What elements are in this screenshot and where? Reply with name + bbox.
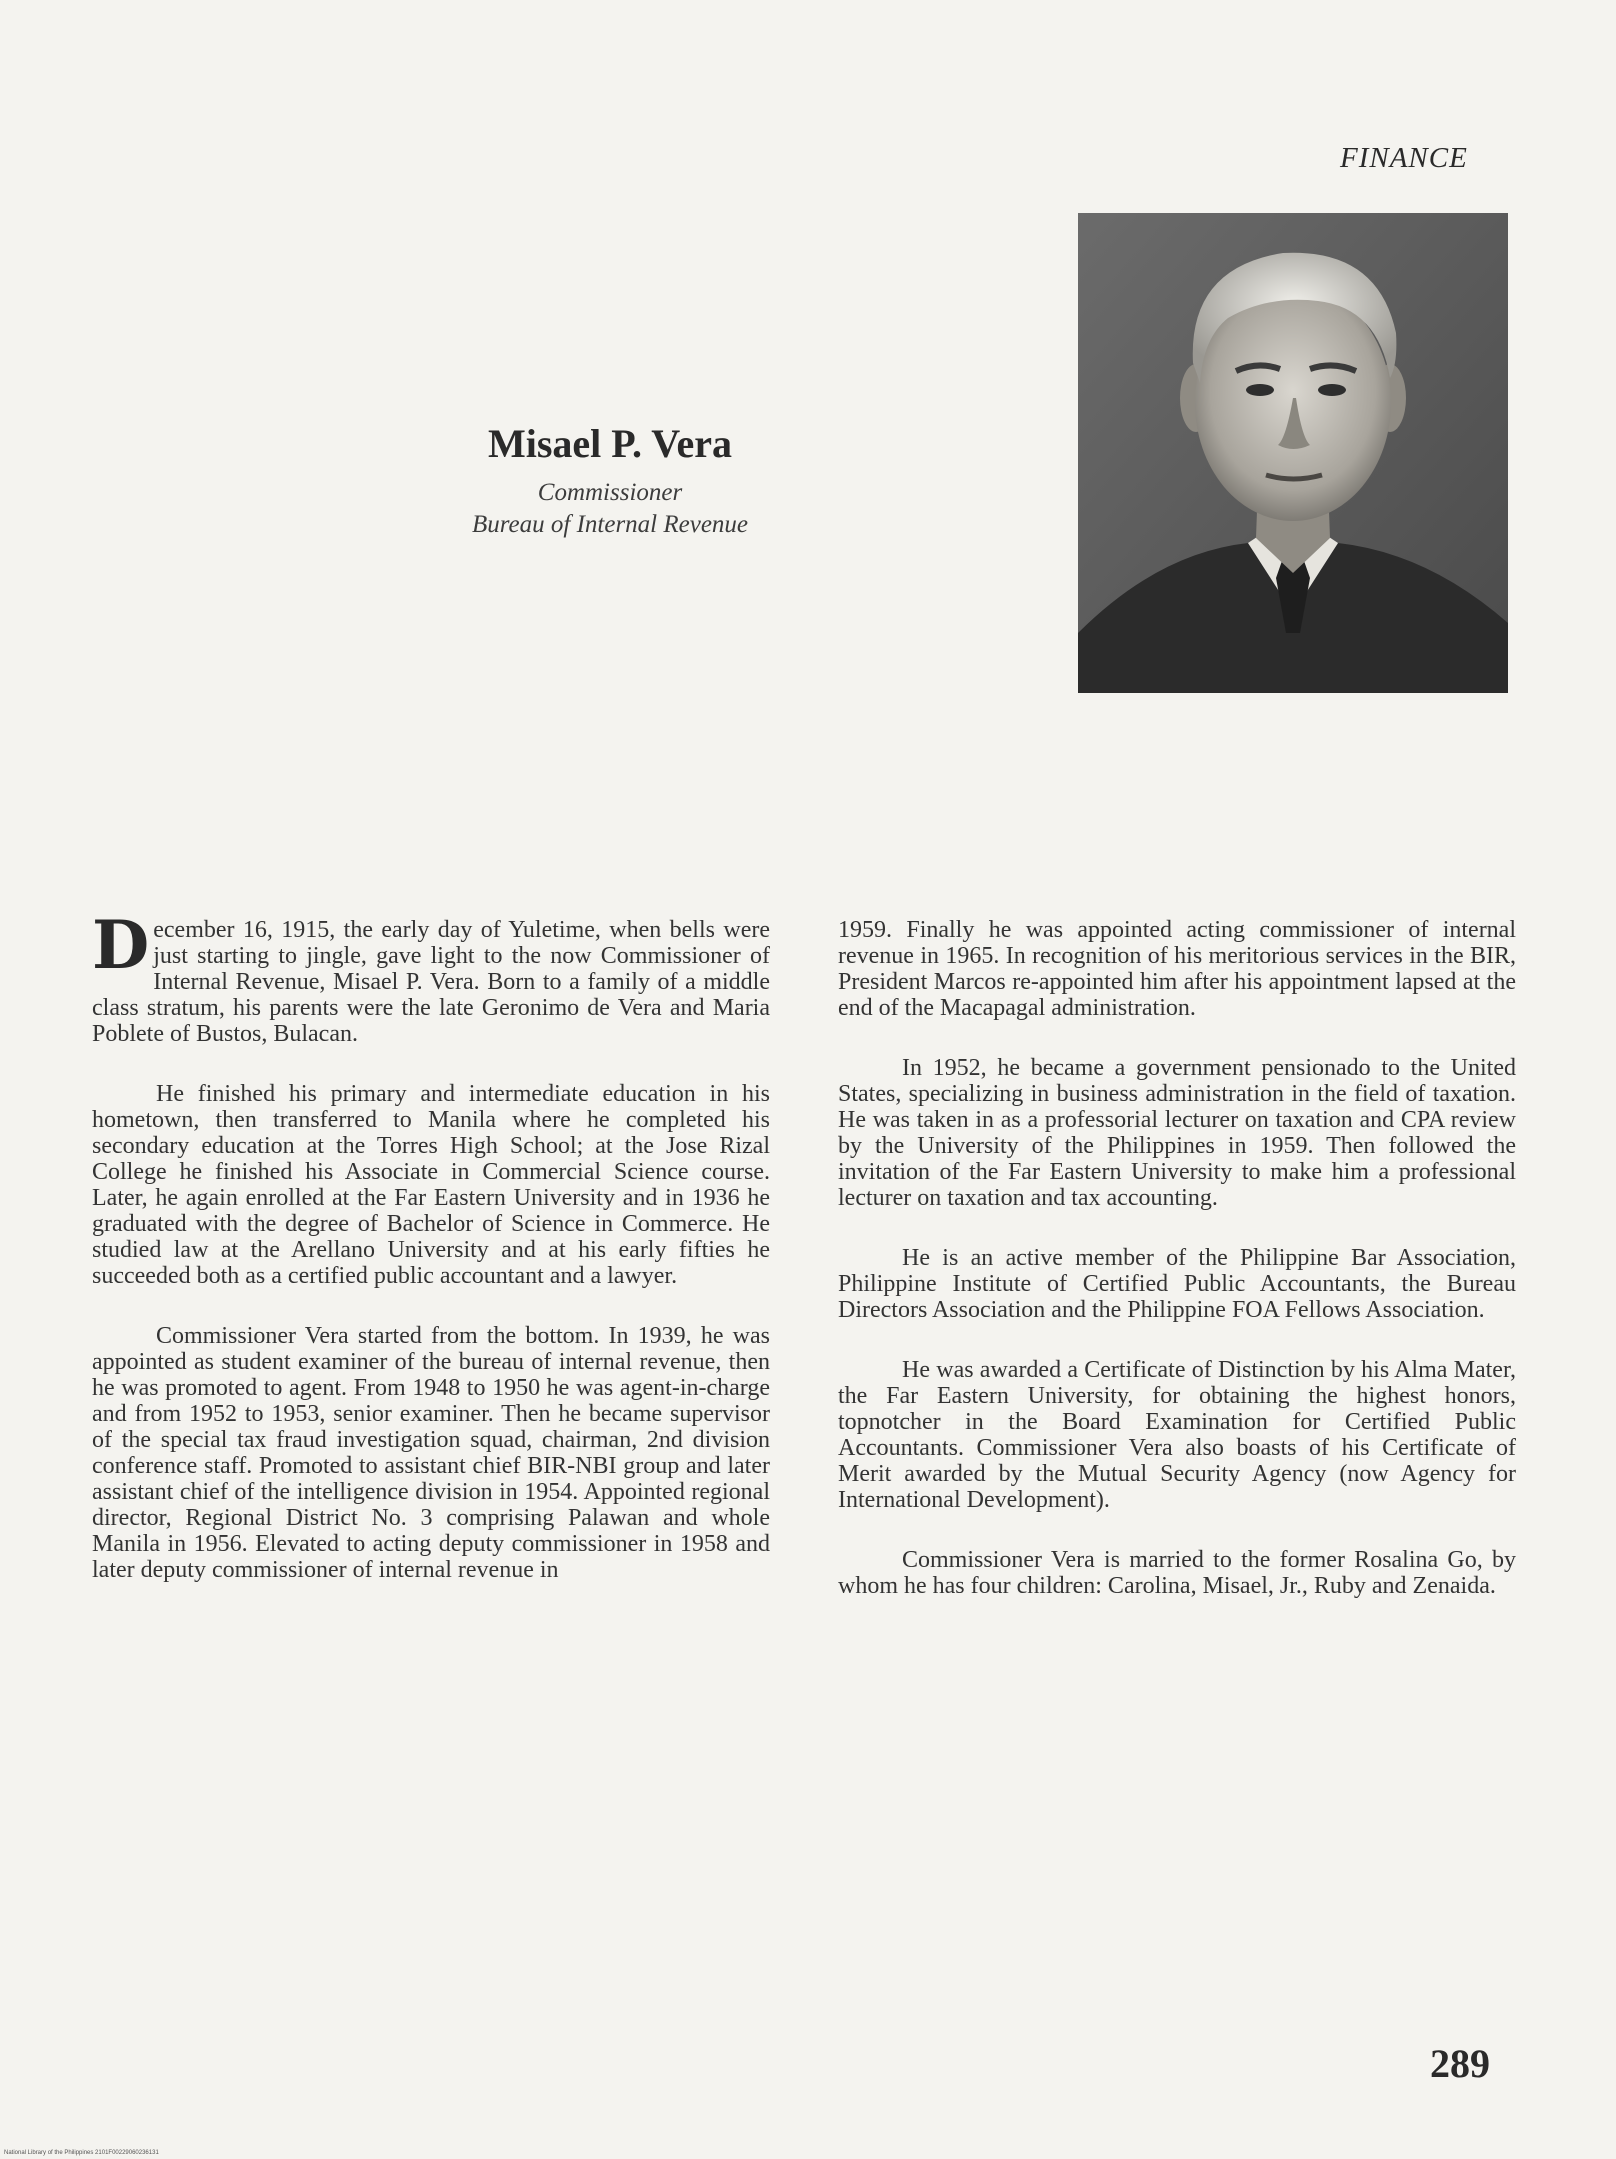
article-paragraph: He was awarded a Certificate of Distinction by his Alma Mater, the Far Eastern University, for obtaining the highest honors, topnotcher in the Board Examination for Certified Public Accountants. Commissioner Vera also boasts of his Certificate of Merit awarded by the Mutual Security Agency (now Agency for International Development). bbox=[838, 1357, 1516, 1513]
article-paragraph: Commissioner Vera started from the bottom. In 1939, he was appointed as student examiner of the bureau of internal revenue, then he was promoted to agent. From 1948 to 1950 he was agent-in-charge and from 1952 to 1953, senior examiner. Then he became supervisor of the special tax fraud investigation squad, chairman, 2nd division conference staff. Promoted to assistant chief BIR-NBI group and later assistant chief of the intelligence division in 1954. Appointed regional director, Regional District No. 3 comprising Palawan and whole Manila in 1956. Elevated to acting deputy commissioner in 1958 and later deputy commissioner of internal revenue in bbox=[92, 1323, 770, 1583]
paragraph-text: ecember 16, 1915, the early day of Yuletime, when bells were just starting to jingle, gave light to the now Commissioner of Internal Revenue, Misael P. Vera. Born to a family of a middle class stratum, his parents were the late Geronimo de Vera and Maria Poblete of Bustos, Bulacan. bbox=[92, 917, 770, 1047]
article-right-column bbox=[838, 917, 1516, 1633]
article-paragraph bbox=[92, 906, 770, 1047]
profile-name: Misael P. Vera bbox=[487, 421, 733, 466]
page-number: 289 bbox=[1430, 2041, 1490, 2086]
article-paragraph: He is an active member of the Philippine Bar Association, Philippine Institute of Certified Public Accountants, the Bureau Directors Association and the Philippine FOA Fellows Association. bbox=[838, 1245, 1516, 1323]
article-paragraph: He finished his primary and intermediate education in his hometown, then transferred to Manila where he completed his secondary education at the Torres High School; at the Jose Rizal College he finished his Associate in Commercial Science course. Later, he again enrolled at the Far Eastern University and in 1936 he graduated with the degree of Bachelor of Science in Commerce. He studied law at the Arellano University and at his early fifties he succeeded both as a certified public accountant and a lawyer. bbox=[92, 1081, 770, 1289]
profile-header bbox=[400, 420, 820, 541]
portrait-photo bbox=[1078, 213, 1508, 693]
article-left-column bbox=[92, 906, 770, 1617]
article-paragraph: Commissioner Vera is married to the former Rosalina Go, by whom he has four children: Carolina, Misael, Jr., Ruby and Zenaida. bbox=[838, 1547, 1516, 1599]
section-label: FINANCE bbox=[1340, 142, 1468, 174]
footer-credit: National Library of the Philippines 2101F00229060236131 bbox=[4, 2150, 159, 2156]
article-paragraph: In 1952, he became a government pensionado to the United States, specializing in business administration in the field of taxation. He was taken in as a professorial lecturer on taxation and CPA review by the University of the Philippines in 1959. Then followed the invitation of the Far Eastern University to make him a professional lecturer on taxation and tax accounting. bbox=[838, 1055, 1516, 1211]
drop-cap: D bbox=[92, 906, 150, 984]
profile-office: Bureau of Internal Revenue bbox=[471, 511, 749, 538]
profile-title: Commissioner bbox=[537, 479, 683, 506]
portrait-illustration bbox=[1078, 213, 1508, 693]
article-paragraph: 1959. Finally he was appointed acting commissioner of internal revenue in 1965. In recognition of his meritorious services in the BIR, President Marcos re-appointed him after his appointment lapsed at the end of the Macapagal administration. bbox=[838, 917, 1516, 1021]
